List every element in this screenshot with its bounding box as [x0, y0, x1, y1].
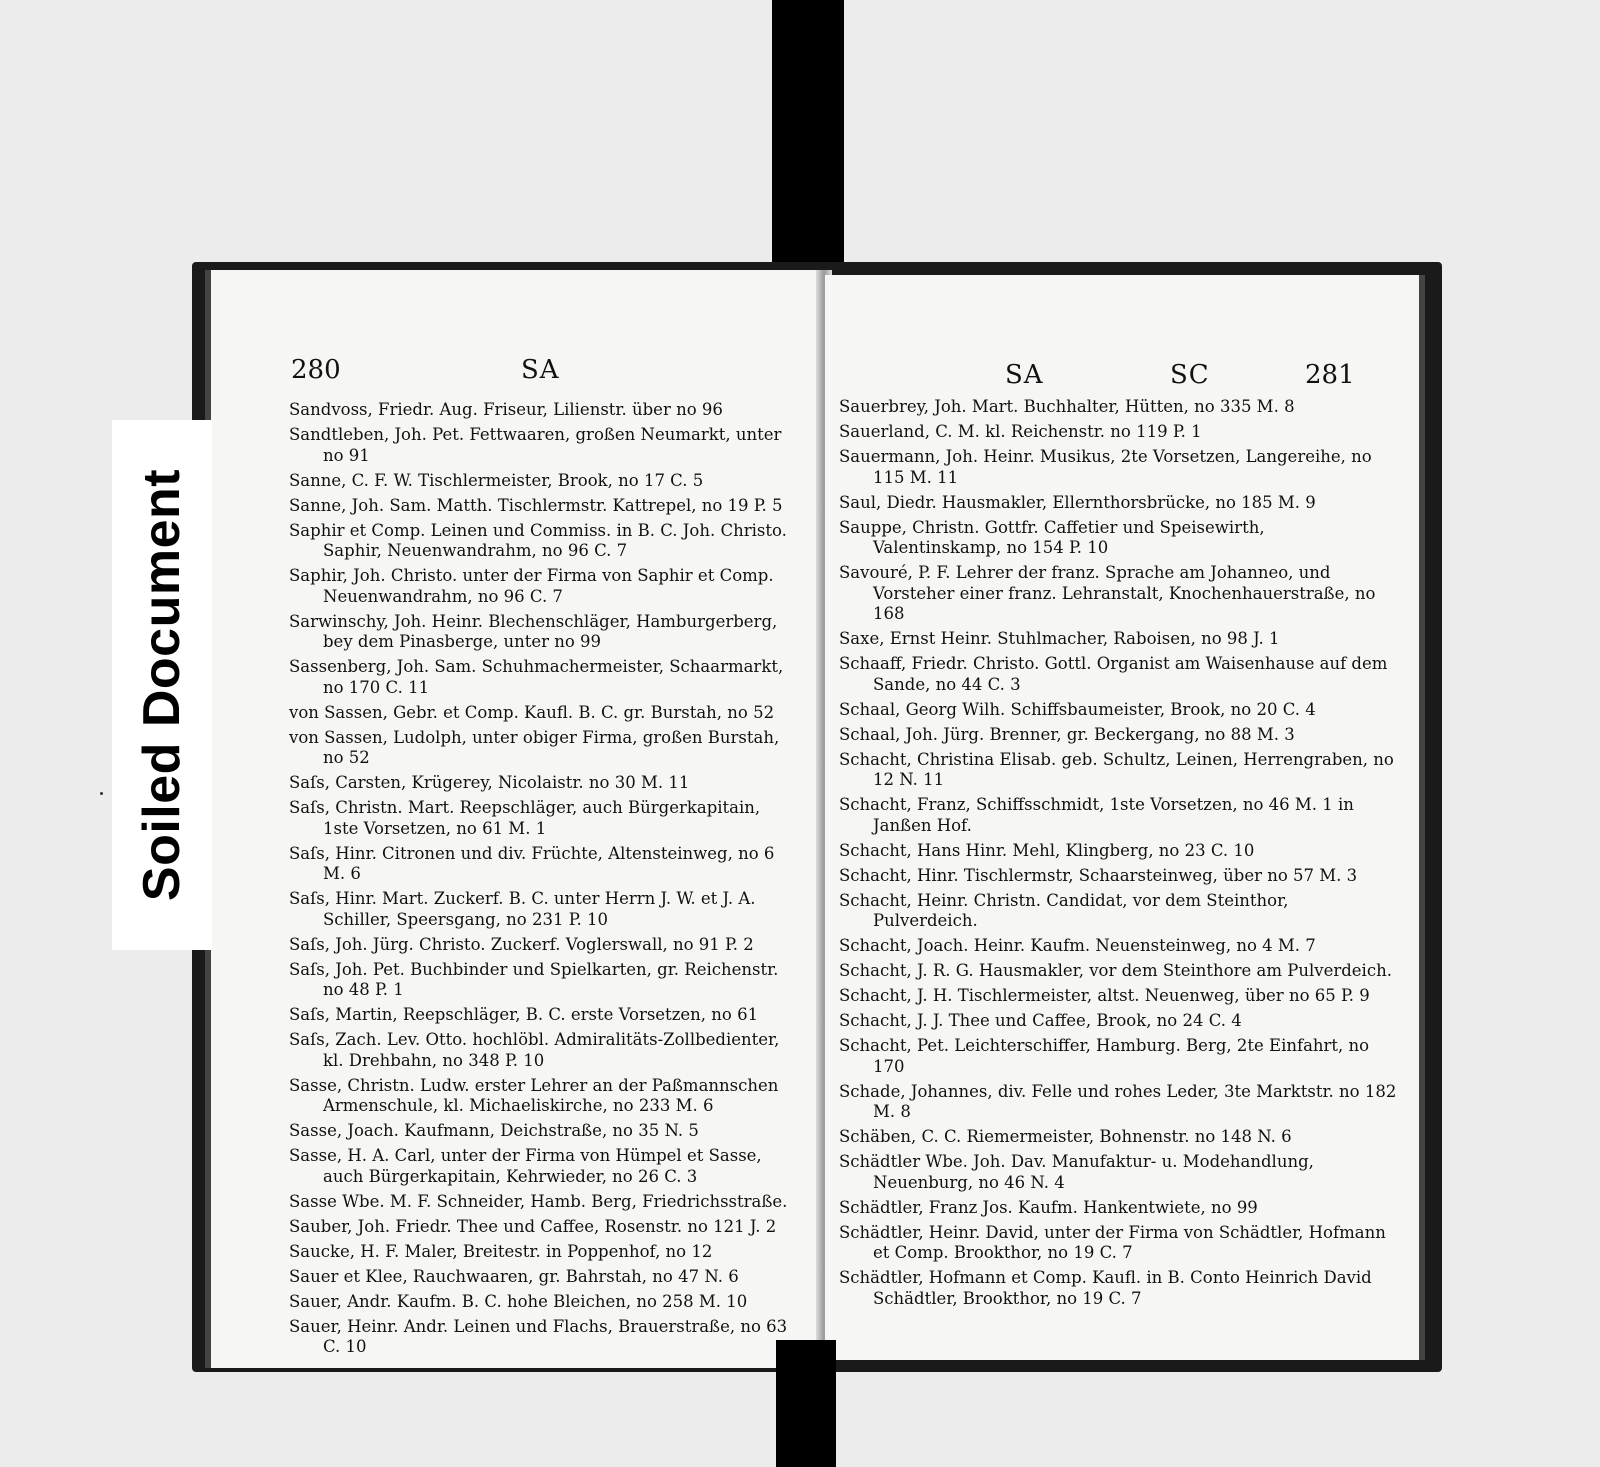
directory-entry: Schaal, Georg Wilh. Schiffsbaumeister, Brook, no 20 C. 4 — [839, 699, 1316, 719]
directory-entries-left — [289, 400, 795, 1362]
right-running-head — [825, 360, 1419, 394]
directory-entry: Sassenberg, Joh. Sam. Schuhmachermeister, Schaarmarkt, no 170 C. 11 — [289, 657, 784, 697]
directory-entry: von Sassen, Gebr. et Comp. Kaufl. B. C. gr. Burstah, no 52 — [289, 702, 775, 722]
left-page — [205, 270, 825, 1368]
directory-entry: Sanne, Joh. Sam. Matth. Tischlermstr. Kattrepel, no 19 P. 5 — [289, 495, 783, 515]
directory-entry: Sauppe, Christn. Gottfr. Caffetier und Speisewirth, Valentinskamp, no 154 P. 10 — [839, 517, 1265, 557]
directory-entry: Sauer, Heinr. Andr. Leinen und Flachs, Brauerstraße, no 63 C. 10 — [289, 1316, 788, 1356]
directory-entry: Sandtleben, Joh. Pet. Fettwaaren, großen Neumarkt, unter no 91 — [289, 425, 782, 465]
directory-entry: Schaaff, Friedr. Christo. Gottl. Organist am Waisenhause auf dem Sande, no 44 C. 3 — [839, 654, 1388, 694]
directory-entry: Sauermann, Joh. Heinr. Musikus, 2te Vorsetzen, Langereihe, no 115 M. 11 — [839, 447, 1372, 487]
directory-entry: Schacht, Heinr. Christn. Candidat, vor dem Steinthor, Pulverdeich. — [839, 890, 1289, 930]
directory-entry: Saſs, Joh. Pet. Buchbinder und Spielkarten, gr. Reichenstr. no 48 P. 1 — [289, 959, 779, 999]
directory-entry: Saſs, Hinr. Citronen und div. Früchte, Altensteinweg, no 6 M. 6 — [289, 843, 775, 883]
directory-entry: Sasse, H. A. Carl, unter der Firma von Hümpel et Sasse, auch Bürgerkapitain, Kehrwieder, no 26 C. 3 — [289, 1146, 762, 1186]
directory-entry: Sasse Wbe. M. F. Schneider, Hamb. Berg, Friedrichsstraße. — [289, 1191, 788, 1211]
directory-entry: Schädtler, Heinr. David, unter der Firma von Schädtler, Hofmann et Comp. Brookthor, no 19 C. 7 — [839, 1222, 1386, 1262]
directory-entry: Schaal, Joh. Jürg. Brenner, gr. Beckergang, no 88 M. 3 — [839, 724, 1295, 744]
directory-entry: Saſs, Hinr. Mart. Zuckerf. B. C. unter Herrn J. W. et J. A. Schiller, Speersgang, no 231 P. 10 — [289, 889, 756, 929]
directory-entry: Schacht, Hinr. Tischlermstr, Schaarsteinweg, über no 57 M. 3 — [839, 865, 1358, 885]
directory-entry: Saſs, Christn. Mart. Reepschläger, auch Bürgerkapitain, 1ste Vorsetzen, no 61 M. 1 — [289, 798, 761, 838]
directory-entry: Schacht, J. J. Thee und Caffee, Brook, no 24 C. 4 — [839, 1011, 1242, 1030]
directory-entry: Schädtler Wbe. Joh. Dav. Manufaktur- u. Modehandlung, Neuenburg, no 46 N. 4 — [839, 1152, 1314, 1192]
dust-speck — [100, 792, 103, 795]
running-head-label: SA — [521, 355, 560, 385]
running-head-label-right: SC — [1170, 360, 1210, 390]
directory-entry: Schacht, Hans Hinr. Mehl, Klingberg, no 23 C. 10 — [839, 840, 1255, 860]
page-number: 280 — [291, 355, 341, 385]
directory-entry: Sauber, Joh. Friedr. Thee und Caffee, Rosenstr. no 121 J. 2 — [289, 1216, 777, 1236]
directory-entry: Saſs, Zach. Lev. Otto. hochlöbl. Admiralitäts-Zollbedienter, kl. Drehbahn, no 348 P. 10 — [289, 1030, 780, 1070]
directory-entry: Saucke, H. F. Maler, Breitestr. in Poppenhof, no 12 — [289, 1241, 713, 1261]
directory-entry: Schacht, Franz, Schiffsschmidt, 1ste Vorsetzen, no 46 M. 1 in Janßen Hof. — [839, 795, 1354, 835]
directory-entry: Saſs, Carsten, Krügerey, Nicolaistr. no 30 M. 11 — [289, 773, 690, 792]
soiled-document-stamp — [112, 420, 212, 950]
running-head-label-left: SA — [1005, 360, 1044, 390]
directory-entry: Saphir, Joh. Christo. unter der Firma von Saphir et Comp. Neuenwandrahm, no 96 C. 7 — [289, 566, 774, 606]
directory-entry: Saphir et Comp. Leinen und Commiss. in B. C. Joh. Christo. Saphir, Neuenwandrahm, no 96 C. 7 — [289, 520, 787, 560]
right-page — [825, 275, 1425, 1360]
directory-entries-right — [839, 397, 1397, 1314]
directory-entry: Schacht, J. R. G. Hausmakler, vor dem Steinthore am Pulverdeich. — [839, 961, 1392, 980]
directory-entry: Schädtler, Hofmann et Comp. Kaufl. in B. Conto Heinrich David Schädtler, Brookthor, no 19 C. 7 — [839, 1268, 1372, 1308]
directory-entry: Schäben, C. C. Riemermeister, Bohnenstr. no 148 N. 6 — [839, 1127, 1292, 1146]
directory-entry: Schacht, Pet. Leichterschiffer, Hamburg. Berg, 2te Einfahrt, no 170 — [839, 1036, 1370, 1076]
directory-entry: Sauerbrey, Joh. Mart. Buchhalter, Hütten, no 335 M. 8 — [839, 397, 1295, 416]
directory-entry: Saul, Diedr. Hausmakler, Ellernthorsbrücke, no 185 M. 9 — [839, 492, 1316, 512]
directory-entry: Sauerland, C. M. kl. Reichenstr. no 119 P. 1 — [839, 422, 1202, 441]
binding-strip-top — [772, 0, 844, 290]
directory-entry: Sarwinschy, Joh. Heinr. Blechenschläger, Hamburgerberg, bey dem Pinasberge, unter no 99 — [289, 611, 778, 651]
directory-entry: Schädtler, Franz Jos. Kaufm. Hankentwiete, no 99 — [839, 1197, 1258, 1217]
directory-entry: Schacht, Christina Elisab. geb. Schultz, Leinen, Herrengraben, no 12 N. 11 — [839, 749, 1394, 789]
directory-entry: Saſs, Martin, Reepschläger, B. C. erste Vorsetzen, no 61 — [289, 1005, 759, 1024]
directory-entry: Sauer et Klee, Rauchwaaren, gr. Bahrstah, no 47 N. 6 — [289, 1266, 739, 1286]
directory-entry: Saſs, Joh. Jürg. Christo. Zuckerf. Voglerswall, no 91 P. 2 — [289, 934, 754, 954]
directory-entry: Sandvoss, Friedr. Aug. Friseur, Lilienstr. über no 96 — [289, 400, 723, 419]
directory-entry: Schacht, J. H. Tischlermeister, altst. Neuenweg, über no 65 P. 9 — [839, 986, 1370, 1005]
directory-entry: Sanne, C. F. W. Tischlermeister, Brook, no 17 C. 5 — [289, 470, 704, 490]
directory-entry: Saxe, Ernst Heinr. Stuhlmacher, Raboisen, no 98 J. 1 — [839, 629, 1280, 648]
left-running-head — [211, 355, 825, 389]
directory-entry: Schade, Johannes, div. Felle und rohes Leder, 3te Marktstr. no 182 M. 8 — [839, 1081, 1397, 1121]
binding-strip-bottom — [776, 1340, 836, 1467]
page-number: 281 — [1305, 360, 1355, 390]
stamp-label: Soiled Document — [133, 468, 191, 902]
directory-entry: Savouré, P. F. Lehrer der franz. Sprache am Johanneo, und Vorsteher einer franz. Lehranstalt, Knochenhauerstraße, no 168 — [839, 563, 1376, 623]
directory-entry: Sauer, Andr. Kaufm. B. C. hohe Bleichen, no 258 M. 10 — [289, 1291, 748, 1311]
directory-entry: Sasse, Joach. Kaufmann, Deichstraße, no 35 N. 5 — [289, 1121, 699, 1140]
directory-entry: Schacht, Joach. Heinr. Kaufm. Neuensteinweg, no 4 M. 7 — [839, 936, 1316, 955]
directory-entry: von Sassen, Ludolph, unter obiger Firma, großen Burstah, no 52 — [289, 727, 780, 767]
directory-entry: Sasse, Christn. Ludw. erster Lehrer an der Paßmannschen Armenschule, kl. Michaeliskirche, no 233 M. 6 — [289, 1075, 779, 1115]
